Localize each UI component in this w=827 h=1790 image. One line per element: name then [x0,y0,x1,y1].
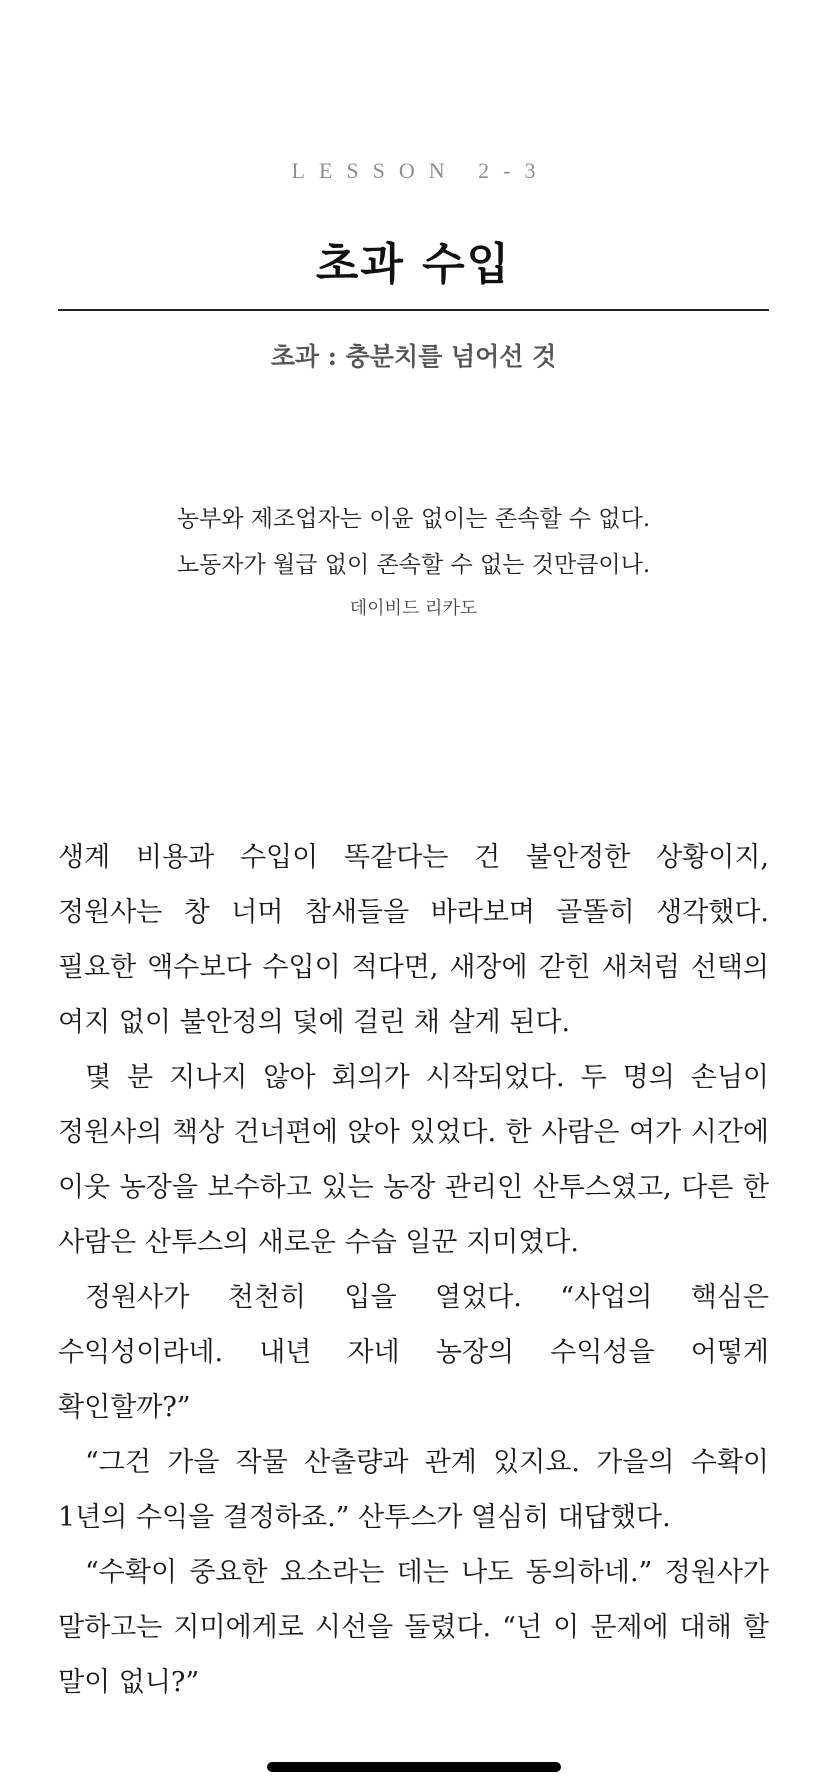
epigraph-line: 농부와 제조업자는 이윤 없이는 존속할 수 없다. [176,506,651,532]
chapter-subtitle: 초과 : 충분치를 넘어선 것 [270,342,557,371]
paragraph: 몇 분 지나지 않아 회의가 시작되었다. 두 명의 손님이 정원사의 책상 건너편에 앉아 있었다. 한 사람은 여가 시간에 이웃 농장을 보수하고 있는 농장 관리인 산투스였고, 다른 한 사람은 산투스의 새로운 수습 일꾼 지미였다. [58,1062,769,1258]
paragraph: 생계 비용과 수입이 똑같다는 건 불안정한 상황이지, 정원사는 창 너머 참새들을 바라보며 골똘히 생각했다. 필요한 액수보다 수입이 적다면, 새장에 갇힌 새처럼 선택의 여지 없이 불안정의 덫에 걸린 채 살게 된다. [58,842,769,1038]
home-indicator[interactable] [267,1762,561,1772]
epigraph-author: 데이비드 리카도 [349,598,478,619]
chapter-title: 초과 수입 [315,239,512,290]
epigraph [58,496,769,620]
paragraph: “그건 가을 작물 산출량과 관계 있지요. 가을의 수확이 1년의 수익을 결정하죠.” 산투스가 열심히 대답했다. [58,1447,769,1533]
epigraph-line: 노동자가 월급 없이 존속할 수 없는 것만큼이나. [176,552,651,578]
paragraph: 정원사가 천천히 입을 열었다. “사업의 핵심은 수익성이라네. 내년 자네 농장의 수익성을 어떻게 확인할까?” [58,1282,769,1423]
body-text [58,830,769,1710]
lesson-label: LESSON 2-3 [291,158,550,183]
paragraph: “수확이 중요한 요소라는 데는 나도 동의하네.” 정원사가 말하고는 지미에게로 시선을 돌렸다. “넌 이 문제에 대해 할 말이 없니?” [58,1557,769,1698]
title-divider [58,309,769,311]
